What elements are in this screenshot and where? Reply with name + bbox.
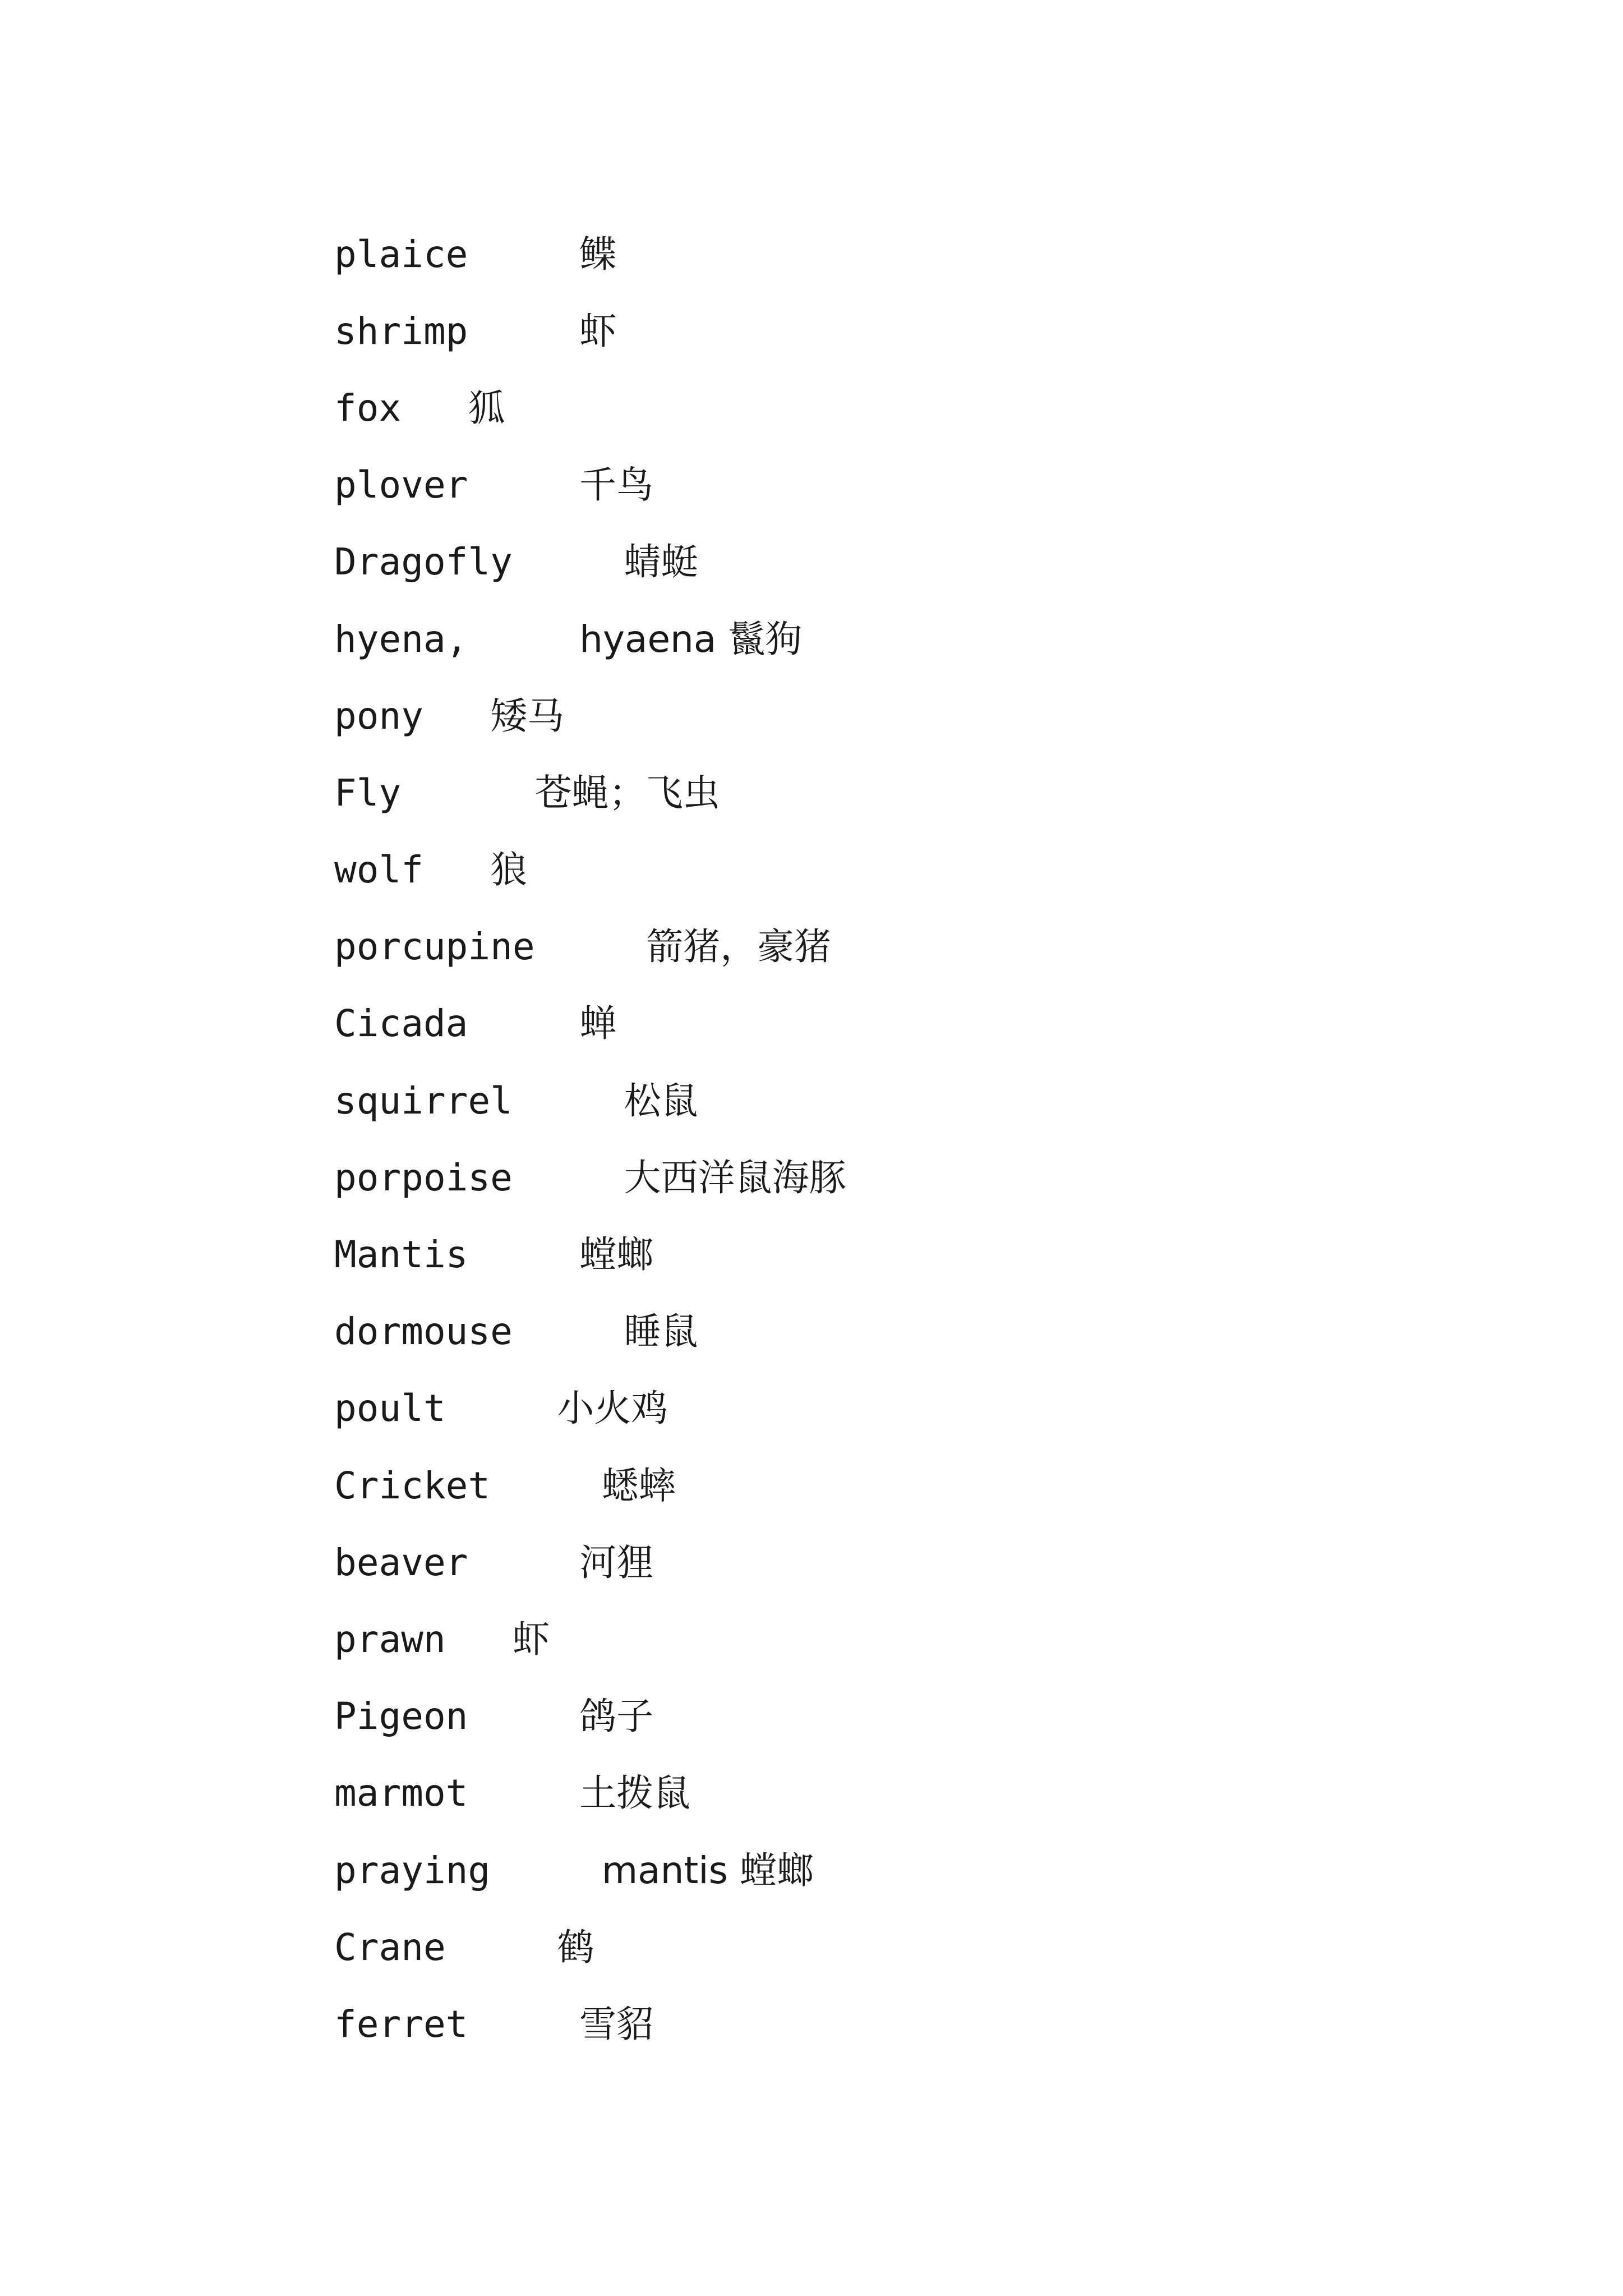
entry-meaning: 千鸟 (579, 463, 654, 507)
entry-gap (423, 698, 490, 735)
entry-gap (401, 390, 468, 427)
list-item (334, 754, 846, 831)
list-item (334, 1832, 846, 1909)
entry-term: porpoise (334, 1156, 513, 1199)
list-item (334, 1986, 846, 2063)
entry-term: poult (334, 1387, 446, 1430)
entry-meaning: 雪貂 (579, 2002, 654, 2046)
entry-term: shrimp (334, 309, 468, 353)
entry-gap (446, 1621, 513, 1658)
entry-meaning: 狐 (468, 386, 505, 430)
list-item (334, 678, 846, 754)
entry-gap (513, 1083, 624, 1120)
list-item (334, 293, 846, 370)
entry-gap (468, 313, 579, 350)
entry-meaning: 松鼠 (624, 1079, 698, 1122)
vocabulary-list (334, 216, 846, 2063)
entry-meaning: 螳螂 (579, 1233, 654, 1277)
list-item (334, 1909, 846, 1986)
entry-meaning: 鹤 (557, 1925, 594, 1969)
entry-gap (468, 236, 579, 273)
entry-gap (513, 1313, 624, 1350)
entry-term: hyena, (334, 617, 468, 661)
entry-gap (446, 1390, 557, 1427)
list-item (334, 1062, 846, 1139)
entry-term: Mantis (334, 1233, 468, 1277)
list-item (334, 1294, 846, 1370)
entry-gap (490, 1852, 602, 1889)
entry-term: plover (334, 463, 468, 507)
list-item (334, 447, 846, 524)
entry-term: Crane (334, 1925, 446, 1969)
entry-term: Cicada (334, 1002, 468, 1046)
entry-meaning: mantis 螳螂 (601, 1848, 814, 1892)
entry-gap (468, 1236, 579, 1273)
entry-gap (468, 467, 579, 504)
entry-gap (468, 2006, 579, 2043)
entry-meaning: 箭猪，豪猪 (646, 925, 832, 969)
list-item (334, 216, 846, 293)
entry-gap (401, 775, 534, 812)
list-item (334, 909, 846, 986)
entry-term: marmot (334, 1772, 468, 1815)
entry-term: squirrel (334, 1079, 513, 1122)
entry-term: wolf (334, 848, 423, 892)
entry-meaning: 大西洋鼠海豚 (624, 1156, 846, 1199)
list-item (334, 524, 846, 601)
entry-meaning: 矮马 (490, 694, 565, 738)
list-item (334, 1601, 846, 1678)
entry-term: Fly (334, 771, 402, 815)
entry-term: Dragofly (334, 540, 513, 584)
entry-meaning: 虾 (512, 1617, 550, 1661)
list-item (334, 986, 846, 1062)
entry-term: fox (334, 386, 402, 430)
entry-gap (513, 544, 624, 581)
entry-meaning: 睡鼠 (624, 1310, 698, 1354)
entry-meaning: 鸽子 (579, 1695, 654, 1738)
entry-meaning: 鲽 (579, 232, 617, 276)
list-item (334, 1524, 846, 1601)
list-item (334, 1216, 846, 1293)
entry-meaning: 蝉 (579, 1002, 617, 1046)
entry-term: prawn (334, 1617, 446, 1661)
entry-term: dormouse (334, 1310, 513, 1354)
entry-gap (535, 928, 647, 965)
list-item (334, 1447, 846, 1524)
list-item (334, 1370, 846, 1447)
entry-meaning: hyaena 鬣狗 (579, 617, 803, 661)
entry-term: ferret (334, 2002, 468, 2046)
entry-term: plaice (334, 232, 468, 276)
entry-meaning: 苍蝇；飞虫 (534, 771, 720, 815)
list-item (334, 832, 846, 909)
entry-term: praying (334, 1848, 491, 1892)
list-item (334, 1139, 846, 1216)
entry-meaning: 土拨鼠 (579, 1772, 691, 1815)
entry-gap (468, 621, 579, 658)
entry-gap (490, 1467, 602, 1504)
entry-meaning: 河狸 (579, 1540, 654, 1584)
entry-gap (446, 1929, 557, 1966)
entry-gap (513, 1159, 624, 1197)
entry-gap (468, 1005, 579, 1042)
entry-meaning: 虾 (579, 309, 617, 353)
entry-meaning: 蟋蟀 (601, 1464, 676, 1507)
list-item (334, 1678, 846, 1755)
entry-term: Pigeon (334, 1695, 468, 1738)
entry-meaning: 狼 (490, 848, 528, 892)
entry-meaning: 小火鸡 (557, 1387, 668, 1430)
entry-gap (468, 1775, 579, 1812)
list-item (334, 601, 846, 678)
entry-term: beaver (334, 1540, 468, 1584)
list-item (334, 1755, 846, 1832)
list-item (334, 370, 846, 447)
entry-term: porcupine (334, 925, 535, 969)
entry-gap (423, 852, 490, 889)
entry-gap (468, 1698, 579, 1735)
entry-term: pony (334, 694, 423, 738)
entry-meaning: 蜻蜓 (624, 540, 698, 584)
entry-term: Cricket (334, 1464, 491, 1507)
entry-gap (468, 1544, 579, 1581)
